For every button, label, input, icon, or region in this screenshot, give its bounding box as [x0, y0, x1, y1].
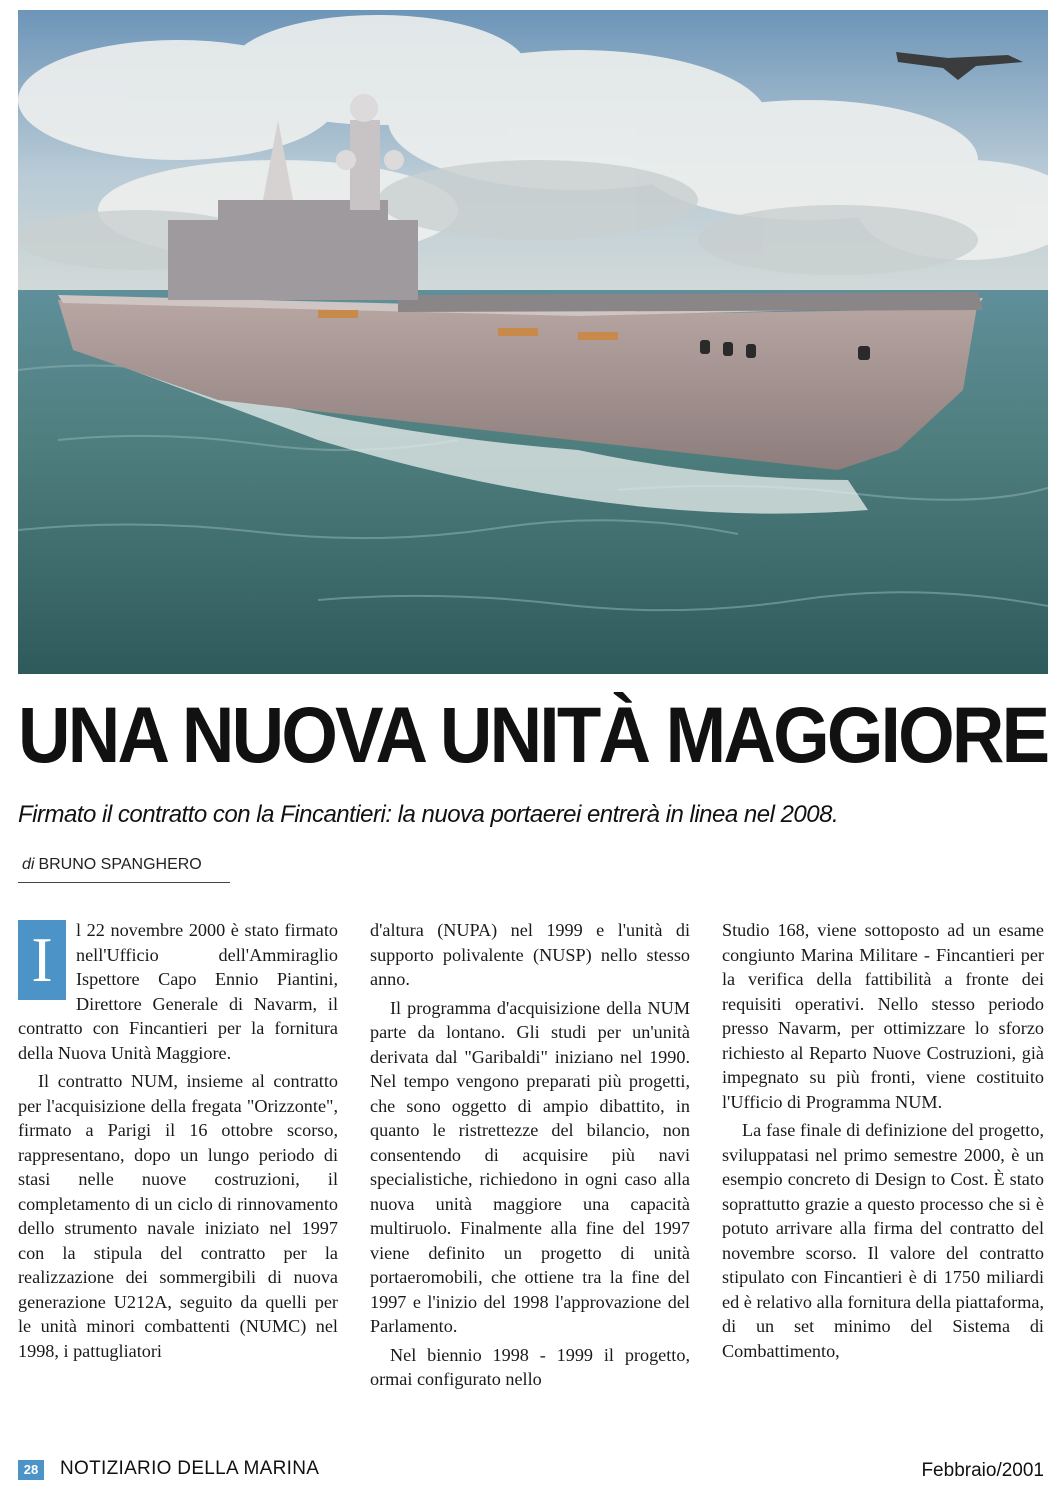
paragraph: Il programma d'acquisizione della NUM parte da lontano. Gli studi per un'unità derivata dal "Garibaldi" iniziano nel 1990. Nel tempo vengono preparati più progetti, che sono oggetto di ampio dibattito, in quanto le ristrettezze del bilancio, non consentendo di acquisire più navi specialistiche, richiedono in ogni caso alla nuova unità maggiore una capacità multiruolo. Finalmente alla fine del 1997 viene definito un progetto di unità portaeromobili, che ottiene tra la fine del 1997 e l'inizio del 1998 l'approvazione del Parlamento.	[370, 997, 690, 1336]
author-name: BRUNO SPANGHERO	[38, 856, 202, 873]
paragraph: d'altura (NUPA) nel 1999 e l'unità di supporto polivalente (NUSP) nello stesso anno.	[370, 920, 690, 989]
paragraph	[18, 918, 338, 1065]
byline-prefix: di	[22, 856, 35, 873]
text-column-3	[722, 918, 1044, 1363]
paragraph: Nel biennio 1998 - 1999 il progetto, ormai configurato nello	[370, 1344, 690, 1389]
page-footer	[18, 1456, 1048, 1486]
page-number: 28	[18, 1460, 44, 1480]
byline	[22, 856, 202, 874]
paragraph: La fase finale di definizione del progetto, sviluppatasi nel primo semestre 2000, è un esempio concreto di Design to Cost. È stato soprattutto grazie a questo processo che si è potuto arrivare alla firma del contratto del novembre scorso. Il valore del contratto stipulato con Fincantieri è di 1750 miliardi ed è relativo alla fornitura della piattaforma, di un set minimo del Sistema di Combattimento,	[722, 1120, 1044, 1361]
text-column-1	[18, 918, 338, 1363]
paragraph: Studio 168, viene sottoposto ad un esame congiunto Marina Militare - Fincantieri per la verifica della fattibilità a fronte dei requisiti operativi. Nello stesso periodo presso Navarm, per ottimizzare lo sforzo richiesto al Reparto Nuove Costruzioni, già impegnato su più fronti, viene costituito l'Ufficio di Programma NUM.	[722, 920, 1044, 1112]
drop-cap: I	[18, 920, 66, 1000]
headline: UNA NUOVA UNITÀ MAGGIORE	[18, 690, 1048, 779]
subheadline: Firmato il contratto con la Fincantieri: la nuova portaerei entrerà in linea nel 2008.	[18, 801, 839, 828]
issue-date: Febbraio/2001	[921, 1460, 1044, 1481]
paragraph-text: l 22 novembre 2000 è stato firmato nell'Ufficio dell'Ammiraglio Ispettore Capo Ennio Piantini, Direttore Generale di Navarm, il contratto con Fincantieri per la fornitura della Nuova Unità Maggiore.	[18, 920, 338, 1063]
byline-divider	[18, 882, 230, 883]
aircraft-carrier-painting	[18, 10, 1048, 674]
hero-illustration	[18, 10, 1048, 674]
magazine-name: NOTIZIARIO DELLA MARINA	[60, 1458, 320, 1479]
text-column-2	[370, 918, 690, 1392]
paragraph: Il contratto NUM, insieme al contratto per l'acquisizione della fregata "Orizzonte", firmato a Parigi il 16 ottobre scorso, rappresentano, dopo un lungo periodo di stasi nelle nuove costruzioni, il completamento di un ciclo di rinnovamento dello strumento navale iniziato nel 1997 con la stipula del contratto per la realizzazione dei sommergibili di nuova generazione U212A, seguito da quelli per le unità minori combattenti (NUMC) nel 1998, i pattugliatori	[18, 1071, 338, 1361]
